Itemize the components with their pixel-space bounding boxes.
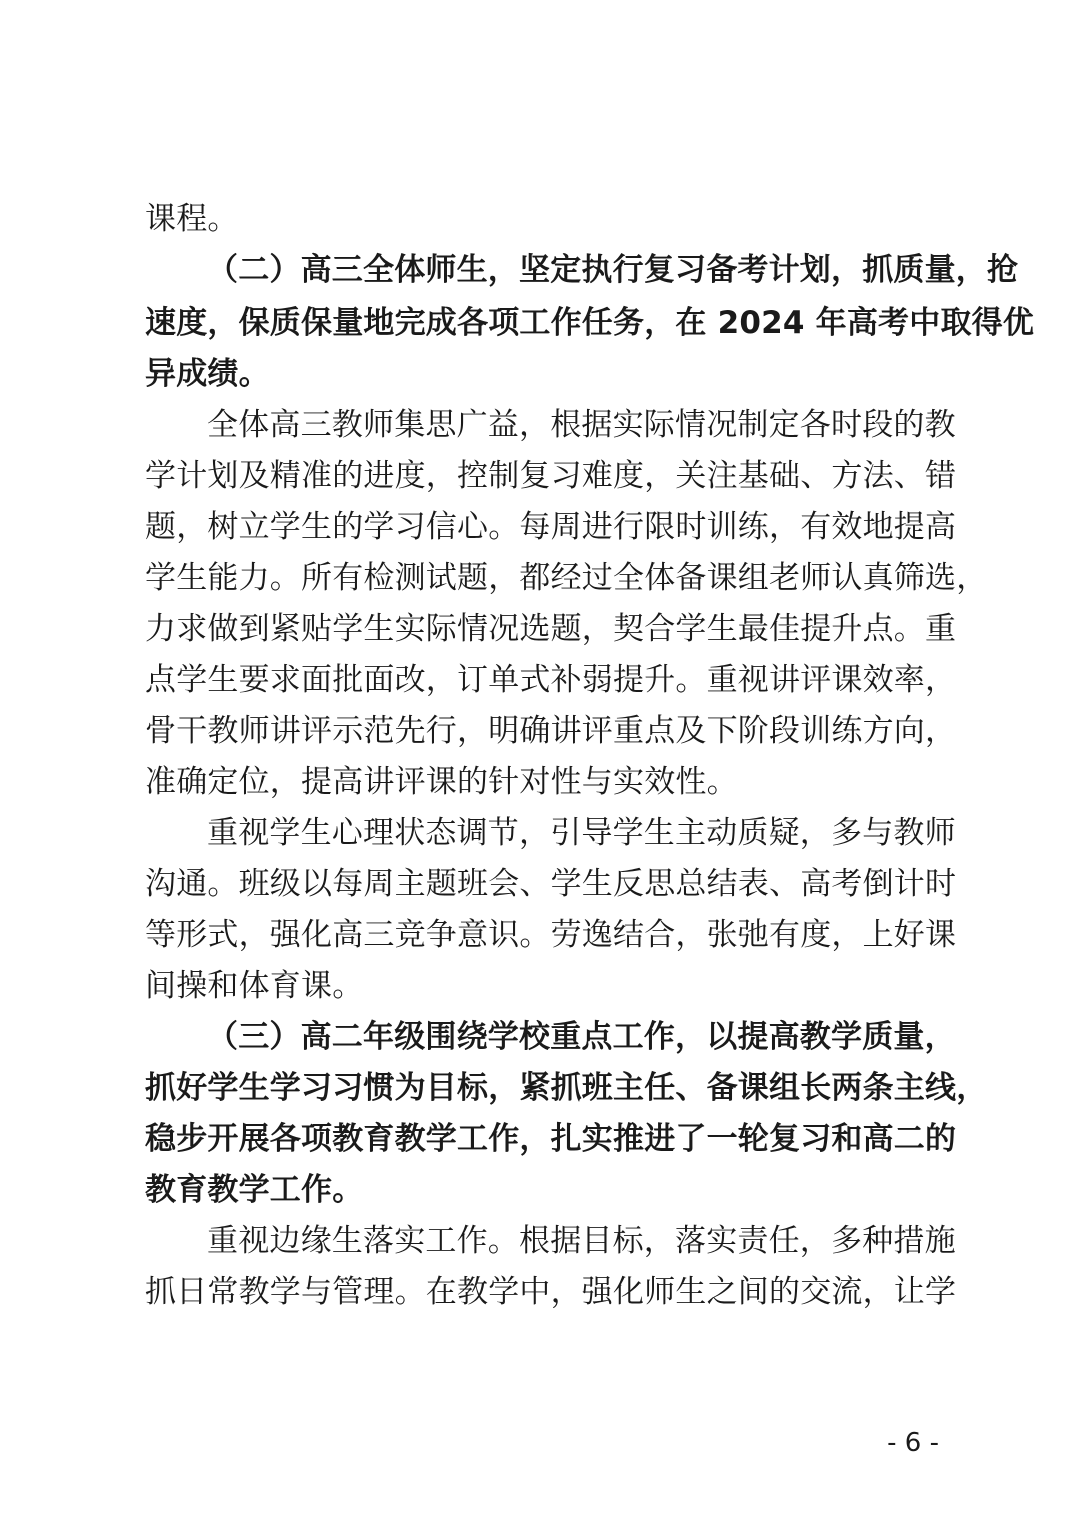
text-line: 骨干教师讲评示范先行，明确讲评重点及下阶段训练方向， [145,713,957,749]
text-line: 学计划及精准的进度，控制复习难度，关注基础、方法、错 [145,458,957,494]
section-heading-line: （二）高三全体师生，坚定执行复习备考计划，抓质量，抢 [207,252,1019,288]
text-line: 力求做到紧贴学生实际情况选题，契合学生最佳提升点。重 [145,611,957,647]
text-line: 题，树立学生的学习信心。每周进行限时训练，有效地提高 [145,509,957,545]
text-line: 点学生要求面批面改，订单式补弱提升。重视讲评课效率， [145,662,957,698]
section-heading-line: 教育教学工作。 [145,1172,364,1208]
text-line: 间操和体育课。 [145,968,364,1004]
text-line: 等形式，强化高三竞争意识。劳逸结合，张弛有度，上好课 [145,917,957,953]
text-line: 学生能力。所有检测试题，都经过全体备课组老师认真筛选， [145,560,988,596]
text-line: 准确定位，提高讲评课的针对性与实效性。 [145,764,738,800]
text-line: 重视边缘生落实工作。根据目标，落实责任，多种措施 [207,1223,956,1259]
section-heading-line: 稳步开展各项教育教学工作，扎实推进了一轮复习和高二的 [145,1121,957,1157]
section-heading-line: （三）高二年级围绕学校重点工作，以提高教学质量， [207,1019,956,1055]
text-line: 抓日常教学与管理。在教学中，强化师生之间的交流，让学 [145,1274,957,1310]
text-line: 沟通。班级以每周主题班会、学生反思总结表、高考倒计时 [145,866,957,902]
text-line: 课程。 [145,201,239,237]
section-heading-line: 抓好学生学习习惯为目标，紧抓班主任、备课组长两条主线， [145,1070,988,1106]
text-line: 全体高三教师集思广益，根据实际情况制定各时段的教 [207,407,956,443]
section-heading-line: 异成绩。 [145,356,270,392]
page-number: - 6 - [887,1428,939,1458]
text-line: 重视学生心理状态调节，引导学生主动质疑，多与教师 [207,815,956,851]
section-heading-line: 速度，保质保量地完成各项工作任务，在 2024 年高考中取得优 [145,305,1035,341]
